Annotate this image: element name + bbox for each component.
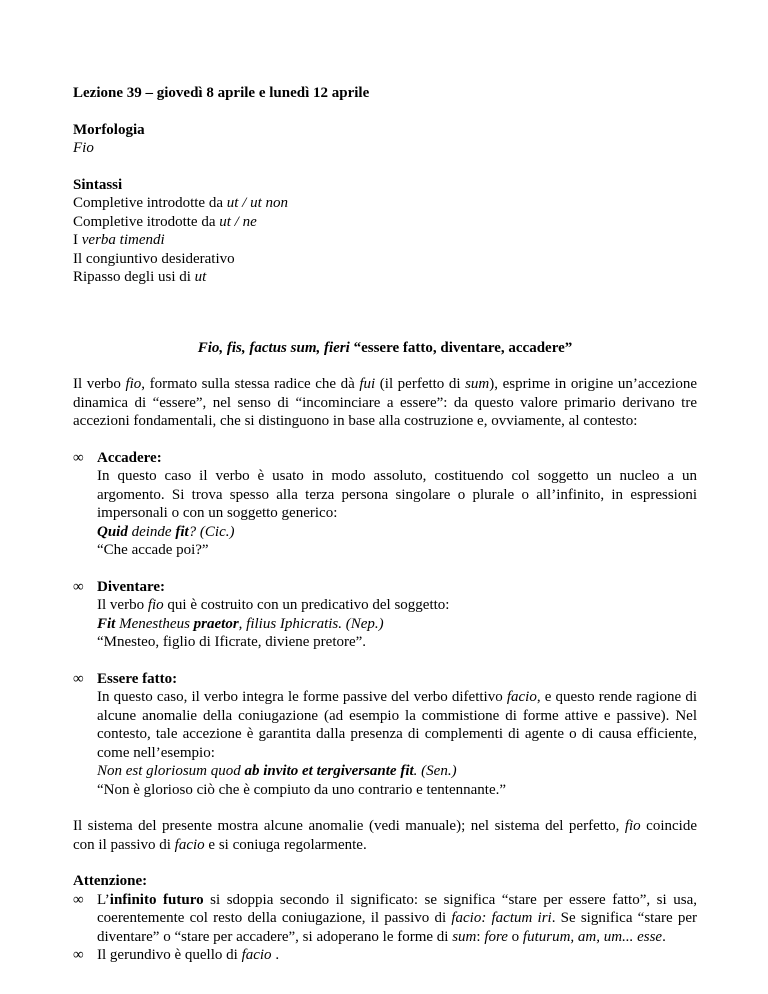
- lesson-title: Lezione 39 – giovedì 8 aprile e lunedì 12 aprile: [73, 85, 370, 101]
- translation: “Che accade poi?”: [97, 542, 209, 558]
- attenzione-heading: Attenzione:: [73, 873, 148, 889]
- sistema-paragraph: Il sistema del presente mostra alcune anomalie (vedi manuale); nel sistema del perfetto, fio coincide con il passivo di facio e si coniuga regolarmente.: [73, 818, 697, 853]
- infinity-bullet-icon: ∞: [73, 578, 84, 595]
- bullet-accadere: [73, 449, 697, 560]
- morfologia-heading: Morfologia: [73, 121, 145, 138]
- bullet-text: In questo caso il verbo è usato in modo assoluto, costituendo col soggetto un nucleo a un argomento. Si trova spesso alla terza persona singolare o plurale o all’infinito, in espressioni impersonali o con un soggetto generico:: [97, 468, 697, 521]
- latin-example: Non est gloriosum quod ab invito et tergiversante fit. (Sen.): [97, 763, 457, 779]
- bullet-text: In questo caso, il verbo integra le forme passive del verbo difettivo facio, e questo rende ragione di alcune anomalie della coniugazione (ad esempio la commistione di forme attive e passive). Nel contesto, tale accezione è garantita dalla presenza di complementi di agente o di causa efficiente, come nell’esempio:: [97, 689, 697, 761]
- infinity-bullet-icon: ∞: [73, 891, 84, 908]
- latin-example: Quid deinde fit? (Cic.): [97, 523, 235, 540]
- infinity-bullet-icon: ∞: [73, 449, 84, 466]
- section-title: Fio, fis, factus sum, fieri “essere fatto, diventare, accadere”: [197, 339, 573, 356]
- sintassi-line: I verba timendi: [73, 232, 165, 248]
- sintassi-line: Ripasso degli usi di ut: [73, 269, 207, 285]
- sintassi-line: Completive introdotte da ut / ut non: [73, 195, 288, 211]
- attenzione-item: ∞ L’infinito futuro si sdoppia secondo il significato: se significa “stare per essere fatto”, si usa, coerentemente col resto della coniugazione, il passivo di facio: factum iri. Se significa “stare per diventare” o “stare per accadere”, si adoperano le forme di sum: fore o futurum, am, um... esse.: [73, 891, 697, 945]
- translation: “Mnesteo, figlio di Ificrate, diviene pretore”.: [97, 634, 367, 650]
- infinity-bullet-icon: ∞: [73, 670, 84, 687]
- document-body: [73, 84, 697, 965]
- latin-example: Fit Menestheus praetor, filius Iphicratis. (Nep.): [97, 615, 384, 632]
- sintassi-line: Completive itrodotte da ut / ne: [73, 213, 257, 230]
- bullet-heading: Essere fatto:: [97, 670, 178, 687]
- infinity-bullet-icon: ∞: [73, 947, 84, 963]
- translation: “Non è glorioso ciò che è compiuto da uno contrario e tentennante.”: [97, 781, 507, 798]
- bullet-heading: Accadere:: [97, 449, 162, 466]
- bullet-diventare: [73, 578, 697, 652]
- morfologia-item: Fio: [73, 140, 94, 156]
- attenzione-item: ∞ Il gerundivo è quello di facio .: [73, 947, 280, 963]
- sintassi-heading: Sintassi: [73, 176, 123, 193]
- intro-paragraph: Il verbo fio, formato sulla stessa radice che dà fui (il perfetto di sum), esprime in origine un’accezione dinamica di “essere”, nel senso di “incominciare a essere”: da questo valore primario derivano tre accezioni fondamentali, che si distinguono in base alla costruzione e, ovviamente, al contesto:: [73, 376, 697, 429]
- bullet-text: Il verbo fio qui è costruito con un predicativo del soggetto:: [97, 597, 450, 613]
- sintassi-line: Il congiuntivo desiderativo: [73, 250, 235, 267]
- bullet-heading: Diventare:: [97, 578, 166, 595]
- bullet-essere-fatto: [73, 670, 697, 800]
